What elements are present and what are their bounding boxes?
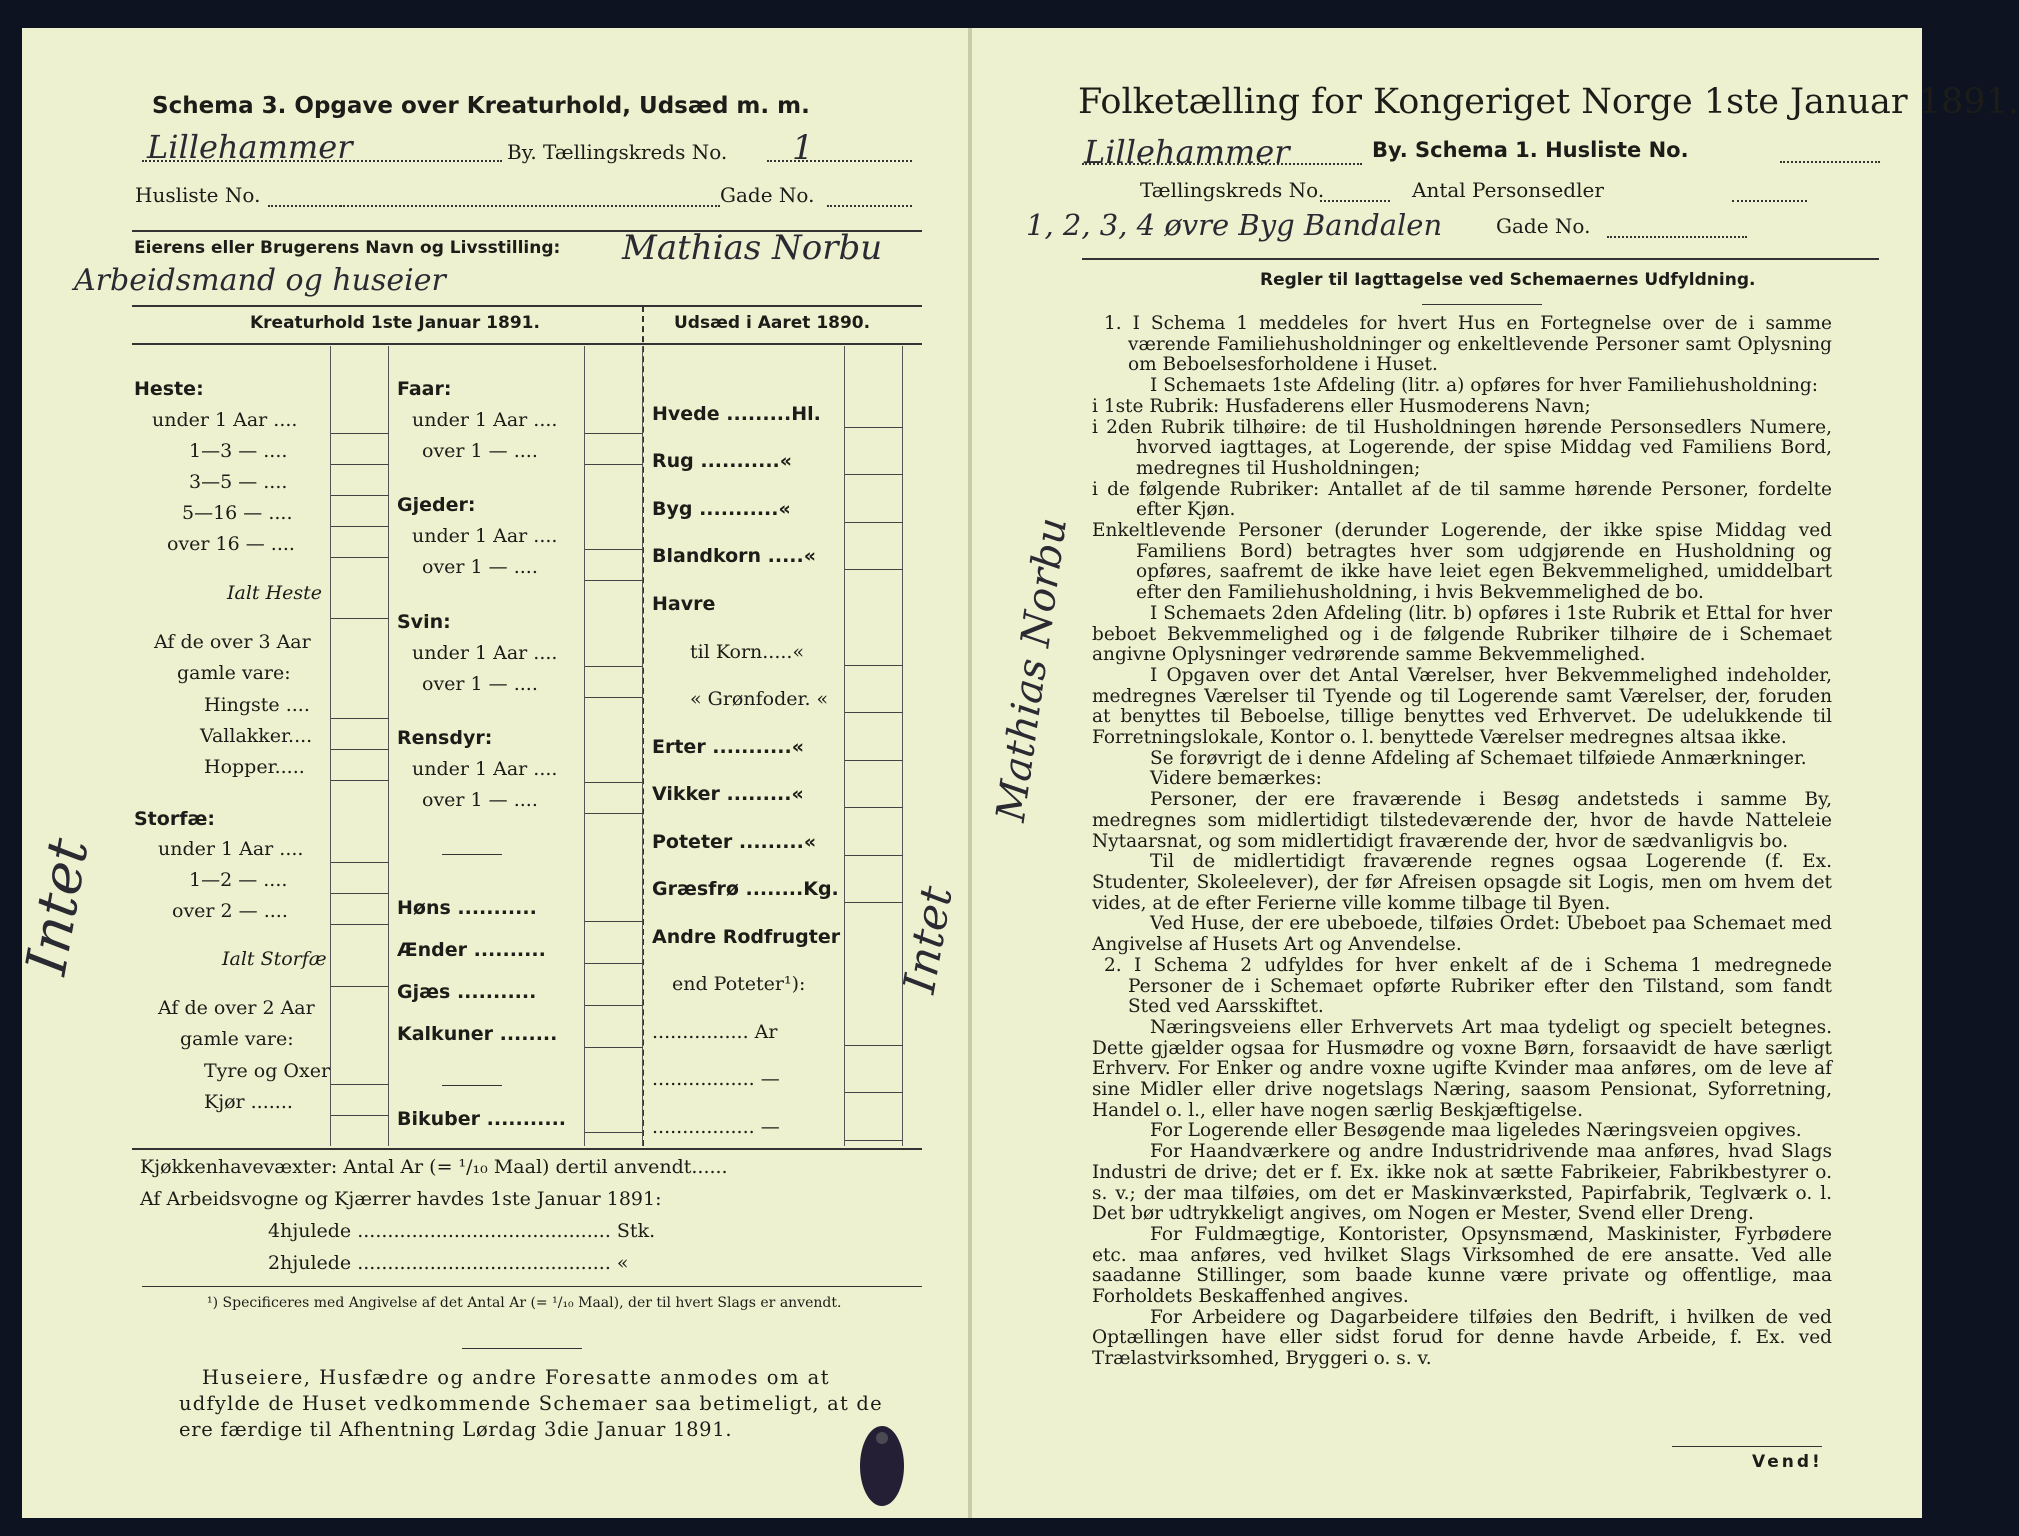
row-label: Bikuber ........... bbox=[397, 1108, 567, 1130]
value-cell[interactable] bbox=[585, 666, 643, 667]
left-page bbox=[14, 28, 970, 1518]
margin-handwriting-intet: Intet bbox=[894, 882, 963, 997]
value-cell[interactable] bbox=[845, 522, 903, 523]
value-cell[interactable] bbox=[585, 433, 643, 434]
owner-occupation-handwritten: Arbeidsmand og huseier bbox=[74, 263, 446, 298]
address-handwritten: 1, 2, 3, 4 øvre Byg Bandalen bbox=[1026, 208, 1443, 242]
row-label: « Grønfoder. « bbox=[690, 688, 829, 710]
city-line bbox=[142, 160, 502, 162]
census-title: Folketælling for Kongeriget Norge 1ste Januar 1891. bbox=[1078, 82, 2019, 122]
value-cell[interactable] bbox=[331, 526, 389, 527]
kreds-label: Tællingskreds No. bbox=[1140, 178, 1325, 202]
rule-paragraph: Næringsveiens eller Erhvervets Art maa tydeligt og specielt betegnes. Dette gjælder ogsaa for Husmødre og voxne Børn, forsaavidt de have særligt Erhverv. For Enker og andre voxne ugifte Kvinder maa anføres, om de leve af sine Midler eller drive nogetslags Næring, saasom Pensionat, Syforretning, Handel o. l., eller have nogen særlig Beskjæftigelse. bbox=[1092, 1016, 1832, 1121]
row-label: 3—5 — .... bbox=[189, 471, 288, 493]
ink-blot-icon bbox=[852, 1416, 912, 1516]
row-label: Af de over 2 Aar bbox=[158, 997, 315, 1019]
column-line bbox=[642, 346, 643, 1146]
column-line bbox=[902, 346, 903, 1146]
row-label: ................ Ar bbox=[652, 1021, 778, 1043]
short-rule bbox=[1672, 1446, 1822, 1447]
rule-paragraph: i 1ste Rubrik: Husfaderens eller Husmoderens Navn; bbox=[1092, 395, 1591, 417]
row-label: over 1 — .... bbox=[422, 789, 538, 811]
column-line bbox=[844, 346, 845, 1146]
divider-dotted bbox=[340, 205, 720, 207]
row-label: 1—3 — .... bbox=[189, 440, 288, 462]
value-cell[interactable] bbox=[585, 921, 643, 922]
value-cell[interactable] bbox=[845, 1140, 903, 1141]
rule-paragraph: I Schemaets 1ste Afdeling (litr. a) opføres for hver Familiehusholdning: bbox=[1150, 375, 1818, 397]
footnote: ¹) Specificeres med Angivelse af det Antal Ar (= ¹/₁₀ Maal), der til hvert Slags er anvendt. bbox=[207, 1295, 842, 1311]
row-label: over 1 — .... bbox=[422, 556, 538, 578]
row-label: Erter ...........« bbox=[652, 736, 804, 758]
value-cell[interactable] bbox=[845, 474, 903, 475]
gjeder-label: Gjeder: bbox=[397, 494, 476, 516]
hjul4-text: 4hjulede .......................................... Stk. bbox=[268, 1220, 656, 1242]
value-cell[interactable] bbox=[331, 618, 389, 619]
closing-line-3: ere færdige til Afhentning Lørdag 3die Januar 1891. bbox=[179, 1418, 733, 1441]
schema3-title: Schema 3. Opgave over Kreaturhold, Udsæd m. m. bbox=[152, 93, 810, 119]
row-label: Kjør ....... bbox=[204, 1091, 293, 1113]
short-rule bbox=[1422, 304, 1542, 305]
gade-line bbox=[1607, 236, 1747, 238]
row-label: Af de over 3 Aar bbox=[154, 631, 311, 653]
value-cell[interactable] bbox=[331, 893, 389, 894]
city-handwritten: Lillehammer bbox=[147, 128, 353, 166]
udsaed-header: Udsæd i Aaret 1890. bbox=[674, 313, 871, 333]
row-label: Blandkorn .....« bbox=[652, 545, 816, 567]
rule-paragraph: Ved Huse, der ere ubeboede, tilføies Ordet: Ubeboet paa Schemaet med Angivelse af Husets Art og Anvendelse. bbox=[1092, 913, 1832, 956]
value-cell[interactable] bbox=[585, 813, 643, 814]
row-label: ................. — bbox=[652, 1116, 780, 1138]
value-cell[interactable] bbox=[331, 862, 389, 863]
row-label: Andre Rodfrugter bbox=[652, 926, 841, 948]
value-cell[interactable] bbox=[585, 580, 643, 581]
value-cell[interactable] bbox=[331, 986, 389, 987]
rule-paragraph: Til de midlertidigt fraværende regnes ogsaa Logerende (f. Ex. Studenter, Skoleelever), der før Afreisen opsagde sit Logis, men om hvem det vides, at de efter Ferierne ville komme tilbage til Byen. bbox=[1092, 851, 1832, 914]
row-label: Rug ...........« bbox=[652, 450, 793, 472]
closing-line-2: udfylde de Huset vedkommende Schemaer saa betimeligt, at de bbox=[179, 1392, 883, 1415]
gade-label: Gade No. bbox=[720, 183, 815, 207]
short-rule bbox=[442, 1085, 502, 1086]
closing-line-1: Huseiere, Husfædre og andre Foresatte anmodes om at bbox=[202, 1366, 831, 1389]
right-page bbox=[972, 28, 2019, 1518]
row-label: Tyre og Oxer bbox=[204, 1060, 331, 1082]
value-cell[interactable] bbox=[331, 495, 389, 496]
value-cell[interactable] bbox=[585, 549, 643, 550]
row-label: 5—16 — .... bbox=[182, 502, 293, 524]
kreds-line bbox=[767, 160, 912, 162]
value-cell[interactable] bbox=[845, 1092, 903, 1093]
rule-paragraph: i de følgende Rubriker: Antallet af de til samme hørende Personer, fordelte efter Kjøn. bbox=[1092, 478, 1832, 521]
row-label: til Korn.....« bbox=[690, 641, 805, 663]
rule-paragraph: Enkeltlevende Personer (derunder Logerende, der ikke spise Middag ved Familiens Bord) betragtes hver som udgjørende en Husholdning og opføres, saafremt de ikke have leiet egen Bekvemmelighed, umiddelbart efter den Familiehusholdning, i hvis Bekvemmelighed de bo. bbox=[1092, 520, 1832, 604]
row-label: Ialt Storfæ bbox=[222, 948, 327, 970]
value-cell[interactable] bbox=[585, 697, 643, 698]
value-cell[interactable] bbox=[845, 807, 903, 808]
column-line bbox=[330, 346, 331, 1146]
value-cell[interactable] bbox=[845, 1045, 903, 1046]
city-handwritten: Lillehammer bbox=[1084, 133, 1290, 171]
row-label: under 1 Aar .... bbox=[412, 758, 558, 780]
value-cell[interactable] bbox=[331, 557, 389, 558]
gade-line bbox=[827, 205, 912, 207]
rule-paragraph: For Logerende eller Besøgende maa ligeledes Næringsveien opgives. bbox=[1150, 1120, 1802, 1142]
value-cell[interactable] bbox=[845, 760, 903, 761]
margin-handwriting-name: Mathias Norbu bbox=[988, 514, 1077, 825]
row-label: under 1 Aar .... bbox=[412, 409, 558, 431]
value-cell[interactable] bbox=[845, 427, 903, 428]
value-cell[interactable] bbox=[331, 924, 389, 925]
row-label: gamle vare: bbox=[177, 662, 291, 684]
antal-line bbox=[1732, 200, 1807, 202]
schema1-label: By. Schema 1. Husliste No. bbox=[1372, 138, 1689, 162]
row-label: Vallakker.... bbox=[200, 725, 313, 747]
row-label: Havre bbox=[652, 593, 716, 615]
row-label: over 1 — .... bbox=[422, 673, 538, 695]
row-label: under 1 Aar .... bbox=[412, 642, 558, 664]
vend-label: Vend! bbox=[1752, 1452, 1823, 1472]
row-label: under 1 Aar .... bbox=[152, 409, 298, 431]
rule-paragraph: 1. I Schema 1 meddeles for hvert Hus en Fortegnelse over de i samme værende Familiehusholdninger og enkeltlevende Personer samt Oplysning om Beboelsesforholdene i Huset. bbox=[1104, 313, 1832, 376]
rule bbox=[1082, 258, 1879, 260]
value-cell[interactable] bbox=[585, 1005, 643, 1006]
rule-paragraph: 2. I Schema 2 udfyldes for hver enkelt af de i Schema 1 medregnede Personer de i Schemaet opførte Rubriker efter den Tilstand, som fandt Sted ved Aarsskiftet. bbox=[1104, 954, 1832, 1018]
city-label: By. Tællingskreds No. bbox=[507, 140, 728, 164]
rule bbox=[132, 343, 922, 345]
value-cell[interactable] bbox=[585, 464, 643, 465]
row-label: Ænder .......... bbox=[397, 939, 546, 961]
value-cell[interactable] bbox=[331, 1115, 389, 1116]
rule-paragraph: For Arbeidere og Dagarbeidere tilføies den Bedrift, i hvilken de ved Optællingen have eller sidst forud for denne havde Arbeide, f. Ex. ved Trælastvirksomhed, Bryggeri o. s. v. bbox=[1092, 1306, 1832, 1370]
rule-paragraph: For Haandværkere og andre Industridrivende maa anføres, hvad Slags Industri de drive; det er f. Ex. ikke nok at sætte Fabrikeier, Fabrikbestyrer o. s. v.; der maa tilføies, om det er Maskinværksted, Papirfabrik, Teglværk o. l. Det bør udtrykkeligt angives, om Nogen er Mester, Svend eller Dreng. bbox=[1092, 1141, 1832, 1225]
arbeidsvogne-text: Af Arbeidsvogne og Kjærrer havdes 1ste Januar 1891: bbox=[140, 1188, 662, 1210]
city-line bbox=[1082, 163, 1362, 165]
husliste-label: Husliste No. bbox=[135, 183, 261, 207]
row-label: 1—2 — .... bbox=[189, 869, 288, 891]
owner-label: Eierens eller Brugerens Navn og Livsstilling: bbox=[134, 238, 561, 258]
rule-paragraph: i 2den Rubrik tilhøire: de til Husholdningen hørende Personsedlers Numere, hvorved iagttages, at Logerende, der spise Middag ved Familiens Bord, medregnes til Husholdningen; bbox=[1092, 416, 1832, 479]
value-cell[interactable] bbox=[845, 665, 903, 666]
row-label: Ialt Heste bbox=[227, 582, 323, 604]
column-line bbox=[584, 346, 585, 1146]
column-line bbox=[388, 346, 389, 1146]
row-label: Vikker .........« bbox=[652, 783, 804, 805]
husliste-line bbox=[1780, 161, 1880, 163]
row-label: Høns ........... bbox=[397, 897, 537, 919]
rule-paragraph: For Fuldmægtige, Kontorister, Opsynsmænd, Maskinister, Fyrbødere etc. maa anføres, ved hvilket Slags Virksomhed de ere ansatte. Ved alle saadanne Stillinger, som baade kunne være private og offentlige, maa Forholdets Beskaffenhed angives. bbox=[1092, 1223, 1832, 1308]
value-cell[interactable] bbox=[845, 712, 903, 713]
rule bbox=[132, 1148, 922, 1150]
row-label: under 1 Aar .... bbox=[412, 525, 558, 547]
value-cell[interactable] bbox=[331, 464, 389, 465]
value-cell[interactable] bbox=[585, 1047, 643, 1048]
margin-handwriting-intet: Intet bbox=[14, 833, 102, 980]
row-label: gamle vare: bbox=[180, 1028, 294, 1050]
svin-label: Svin: bbox=[397, 611, 451, 633]
row-label: Poteter .........« bbox=[652, 831, 817, 853]
row-label: Hingste .... bbox=[204, 694, 310, 716]
storfae-label: Storfæ: bbox=[134, 808, 215, 830]
row-label: Gjæs ........... bbox=[397, 981, 537, 1003]
kreds-handwritten: 1 bbox=[792, 128, 814, 168]
row-label: end Poteter¹): bbox=[672, 973, 806, 995]
gade-label: Gade No. bbox=[1496, 214, 1591, 238]
value-cell[interactable] bbox=[331, 1084, 389, 1085]
row-label: Hopper..... bbox=[204, 756, 305, 778]
faar-label: Faar: bbox=[397, 378, 452, 400]
row-label: Byg ...........« bbox=[652, 498, 791, 520]
value-cell[interactable] bbox=[331, 433, 389, 434]
value-cell[interactable] bbox=[845, 902, 903, 903]
rules-title: Regler til Iagttagelse ved Schemaernes Udfyldning. bbox=[1260, 270, 1756, 290]
rule bbox=[142, 1286, 922, 1287]
heste-label: Heste: bbox=[134, 378, 204, 400]
hjul2-text: 2hjulede .......................................... « bbox=[268, 1252, 629, 1274]
rule-paragraph: Se forøvrigt de i denne Afdeling af Schemaet tilføiede Anmærkninger. bbox=[1150, 747, 1807, 769]
value-cell[interactable] bbox=[331, 780, 389, 781]
value-cell[interactable] bbox=[585, 963, 643, 964]
rule-paragraph: Videre bemærkes: bbox=[1150, 768, 1322, 790]
row-label: over 2 — .... bbox=[172, 900, 288, 922]
value-cell[interactable] bbox=[845, 569, 903, 570]
kreds-line bbox=[1320, 200, 1390, 202]
kjokken-text: Kjøkkenhavevæxter: Antal Ar (= ¹/₁₀ Maal) dertil anvendt...... bbox=[140, 1156, 728, 1178]
value-cell[interactable] bbox=[585, 1132, 643, 1133]
value-cell[interactable] bbox=[331, 749, 389, 750]
rule-paragraph: I Schemaets 2den Afdeling (litr. b) opføres i 1ste Rubrik et Ettal for hver beboet Bekvemmelighed og i de følgende Rubriker tilhøire de i Schemaet angivne Oplysninger vedrørende samme Bekvemmelighed. bbox=[1092, 602, 1832, 666]
row-label: ................. — bbox=[652, 1068, 780, 1090]
rule-paragraph: Personer, der ere fraværende i Besøg andetsteds i samme By, medregnes som midlertidigt tilstedeværende der, hvor de havde Natteleie Nytaarsnat, og som midlertidigt fraværende der, hvor de sædvanligvis bo. bbox=[1092, 789, 1832, 852]
antal-label: Antal Personsedler bbox=[1412, 178, 1604, 202]
row-label: over 16 — .... bbox=[167, 533, 295, 555]
row-label: Kalkuner ........ bbox=[397, 1023, 558, 1045]
row-label: Hvede .........Hl. bbox=[652, 403, 821, 425]
value-cell[interactable] bbox=[331, 718, 389, 719]
rules-text bbox=[1092, 314, 1832, 1370]
kreaturhold-header: Kreaturhold 1ste Januar 1891. bbox=[250, 313, 540, 333]
row-label: under 1 Aar .... bbox=[158, 838, 304, 860]
value-cell[interactable] bbox=[845, 855, 903, 856]
short-rule bbox=[442, 854, 502, 855]
row-label: Græsfrø ........Kg. bbox=[652, 878, 839, 900]
rule-paragraph: I Opgaven over det Antal Værelser, hver Bekvemmelighed indeholder, medregnes Værelser til Tyende og til Logerende samt Værelser, der, foruden at benyttes til Beboelse, tillige benyttes ved Erhvervet. De udelukkende til Forretningslokale, Kontor o. l. benyttede Værelser medregnes altsaa ikke. bbox=[1092, 664, 1832, 749]
rule bbox=[132, 305, 922, 307]
owner-name-handwritten: Mathias Norbu bbox=[622, 228, 883, 268]
short-rule bbox=[462, 1348, 582, 1349]
rensdyr-label: Rensdyr: bbox=[397, 727, 493, 749]
value-cell[interactable] bbox=[585, 782, 643, 783]
row-label: over 1 — .... bbox=[422, 440, 538, 462]
